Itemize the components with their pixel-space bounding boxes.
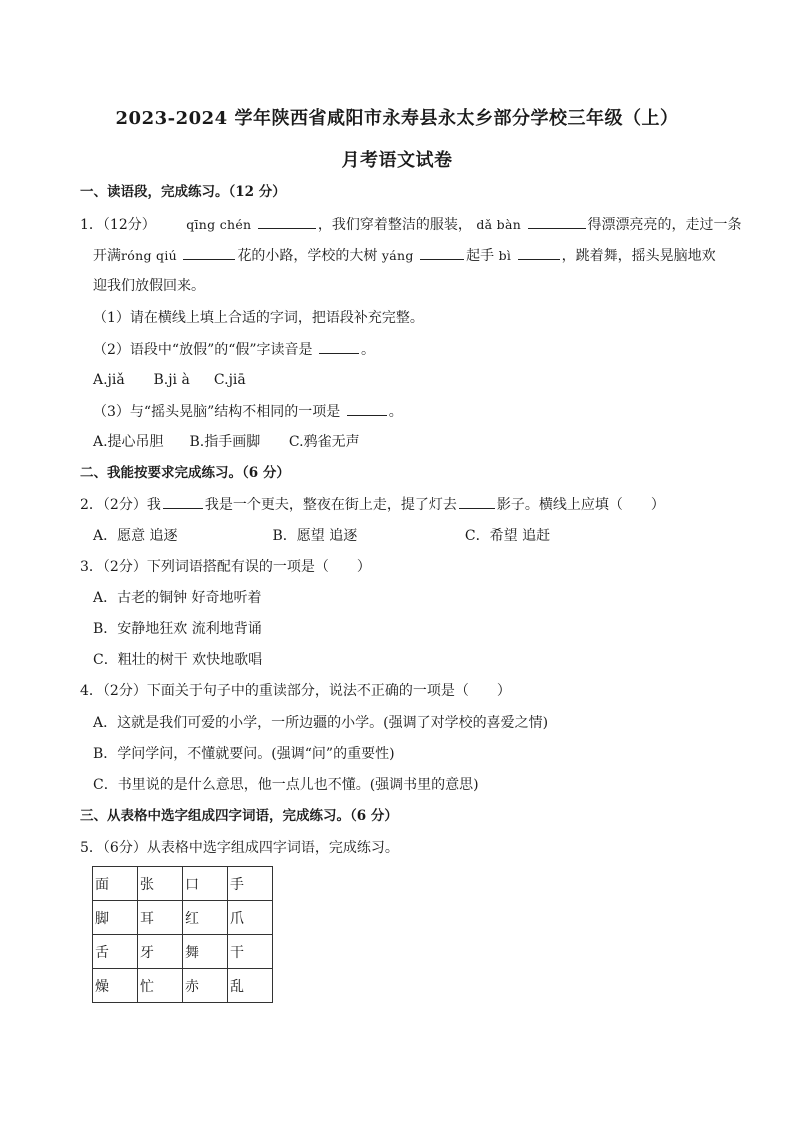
q1-text-4: 花的小路，学校的大树 (237, 248, 378, 264)
pinyin-daban: dǎ bàn (476, 217, 522, 232)
section2-heading: 二、我能按要求完成练习。（6 分） (80, 465, 290, 481)
q1-sub2-option-c[interactable]: C.jiā (213, 372, 246, 388)
table-cell: 张 (138, 867, 183, 901)
table-cell: 乱 (228, 969, 273, 1003)
table-cell: 燥 (93, 969, 138, 1003)
q1-sub2 (93, 339, 375, 360)
q1-blank-2[interactable] (528, 214, 586, 229)
table-row (93, 867, 273, 901)
q4-stem: 4．（2分）下面关于句子中的重读部分，说法不正确的一项是（ ） (80, 683, 511, 699)
q3-option-b[interactable]: B．安静地狂欢 流利地背诵 (93, 621, 262, 637)
q1-text-1: ，我们穿着整洁的服装， (317, 217, 472, 233)
character-table (92, 866, 273, 1003)
table-row (93, 935, 273, 969)
q1-sub3-end: 。 (388, 404, 403, 420)
q5-stem: 5．（6分）从表格中选字组成四字词语，完成练习。 (80, 840, 399, 856)
q2-text-c: 影子。横线上应填（ ） (496, 497, 665, 513)
table-cell: 红 (183, 901, 228, 935)
q1-sub2-option-b[interactable]: B.ji à (153, 372, 190, 388)
table-cell: 脚 (93, 901, 138, 935)
table-cell: 面 (93, 867, 138, 901)
q2-stem (80, 494, 665, 515)
q1-sub2-option-a[interactable]: A.jiǎ (93, 372, 125, 388)
q1-line3: 迎我们放假回来。 (93, 278, 205, 294)
q1-text-2: 得漂漂亮亮的，走过一条 (587, 217, 742, 233)
exam-title-line2: 月考语文试卷 (341, 150, 453, 171)
q2-text-b: 我是一个更夫，整夜在街上走，提了灯去 (204, 497, 457, 513)
q2-blank-2[interactable] (459, 494, 495, 509)
q1-sub3-blank[interactable] (347, 401, 387, 416)
q4-option-b[interactable]: B．学问学问，不懂就要问。(强调“问”的重要性) (93, 746, 395, 762)
table-row (93, 969, 273, 1003)
q1-sub2-options (93, 370, 246, 390)
q2-options (93, 526, 550, 546)
table-cell: 舞 (183, 935, 228, 969)
q1-text-5: 起手 (466, 248, 495, 264)
q1-sub3-text: （3）与“摇头晃脑”结构不相同的一项是 (93, 404, 341, 420)
q1-blank-1[interactable] (258, 214, 316, 229)
pinyin-yang: yáng (381, 248, 414, 263)
q3-option-a[interactable]: A．古老的铜钟 好奇地听着 (93, 590, 262, 606)
q1-line2 (93, 245, 716, 266)
q1-sub1: （1）请在横线上填上合适的字词，把语段补充完整。 (93, 310, 424, 326)
table-cell: 爪 (228, 901, 273, 935)
q1-sub3-option-b[interactable]: B.指手画脚 (189, 434, 261, 450)
q2-option-a[interactable]: A．愿意 追逐 (93, 528, 178, 544)
q1-blank-5[interactable] (518, 245, 560, 260)
q1-sub3-option-a[interactable]: A.提心吊胆 (93, 434, 164, 450)
q3-option-c[interactable]: C．粗壮的树干 欢快地歌唱 (93, 652, 263, 668)
q4-option-c[interactable]: C．书里说的是什么意思，他一点儿也不懂。(强调书里的意思) (93, 777, 479, 793)
q1-text-6: ，跳着舞，摇头晃脑地欢 (561, 248, 716, 264)
q2-text-a: 2．（2分）我 (80, 497, 161, 513)
table-cell: 舌 (93, 935, 138, 969)
table-cell: 干 (228, 935, 273, 969)
table-cell: 耳 (138, 901, 183, 935)
table-cell: 口 (183, 867, 228, 901)
pinyin-bi: bì (498, 248, 512, 263)
q1-line1 (80, 214, 742, 235)
pinyin-qingchen: qīng chén (186, 217, 252, 232)
exam-title-line1: 2023-2024 学年陕西省咸阳市永寿县永太乡部分学校三年级（上） (115, 108, 679, 129)
q1-text-3: 开满 (93, 248, 121, 264)
q1-blank-4[interactable] (420, 245, 464, 260)
q1-sub3-option-c[interactable]: C.鸦雀无声 (288, 434, 360, 450)
q1-sub3 (93, 401, 403, 422)
table-cell: 牙 (138, 935, 183, 969)
q1-sub2-end: 。 (361, 342, 375, 358)
table-row (93, 901, 273, 935)
q1-number: 1．（12分） (80, 217, 156, 233)
section3-heading: 三、从表格中选字组成四字词语，完成练习。（6 分） (80, 808, 398, 824)
q2-option-b[interactable]: B．愿望 追逐 (272, 528, 358, 544)
q4-option-a[interactable]: A．这就是我们可爱的小学，一所边疆的小学。(强调了对学校的喜爱之情) (93, 715, 549, 731)
q1-sub3-options (93, 432, 360, 452)
table-cell: 赤 (183, 969, 228, 1003)
table-cell: 忙 (138, 969, 183, 1003)
q1-blank-3[interactable] (183, 245, 235, 260)
section1-heading: 一、读语段，完成练习。（12 分） (80, 184, 286, 200)
table-cell: 手 (228, 867, 273, 901)
q2-blank-1[interactable] (163, 494, 203, 509)
pinyin-rongqiu: róng qiú (121, 248, 177, 263)
q1-sub2-text: （2）语段中“放假”的“假”字读音是 (93, 342, 313, 358)
q1-sub2-blank[interactable] (319, 339, 359, 354)
q3-stem: 3．（2分）下列词语搭配有误的一项是（ ） (80, 559, 371, 575)
q2-option-c[interactable]: C．希望 追赶 (464, 528, 551, 544)
